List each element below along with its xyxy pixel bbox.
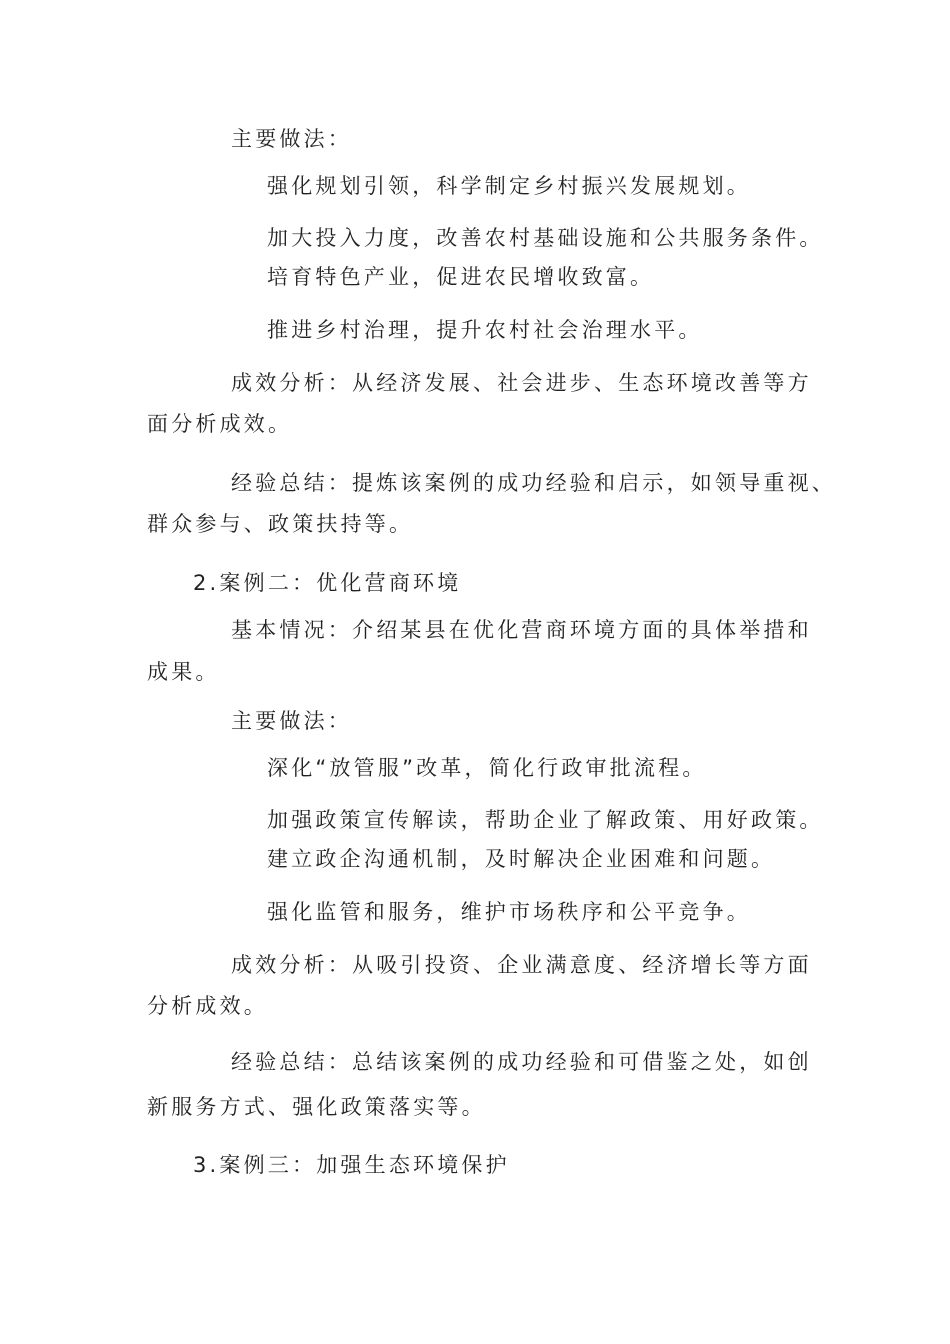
paragraph-experience-summary-cont: 群众参与、政策扶持等。: [147, 512, 414, 536]
paragraph-experience-summary-cont: 新服务方式、强化政策落实等。: [147, 1095, 486, 1119]
paragraph-basic-info: 基本情况：介绍某县在优化营商环境方面的具体举措和: [231, 618, 812, 642]
practice-item: 加强政策宣传解读，帮助企业了解政策、用好政策。: [267, 808, 824, 832]
practice-item: 深化“放管服”改革，简化行政审批流程。: [267, 756, 707, 780]
section-label-main-practices: 主要做法：: [231, 127, 352, 151]
paragraph-effect-analysis: 成效分析：从吸引投资、企业满意度、经济增长等方面: [231, 953, 812, 977]
paragraph-effect-analysis-cont: 面分析成效。: [147, 412, 293, 436]
practice-item: 建立政企沟通机制，及时解决企业困难和问题。: [267, 847, 776, 871]
practice-item: 强化监管和服务，维护市场秩序和公平竞争。: [267, 900, 751, 924]
practice-item: 培育特色产业，促进农民增收致富。: [267, 265, 655, 289]
paragraph-experience-summary: 经验总结：提炼该案例的成功经验和启示，如领导重视、: [231, 471, 836, 495]
practice-item: 加大投入力度，改善农村基础设施和公共服务条件。: [267, 226, 824, 250]
case-heading: 2.案例二：优化营商环境: [193, 571, 462, 595]
case-heading: 3.案例三：加强生态环境保护: [193, 1153, 510, 1177]
practice-item: 推进乡村治理，提升农村社会治理水平。: [267, 318, 703, 342]
paragraph-basic-info-cont: 成果。: [147, 660, 220, 684]
paragraph-effect-analysis: 成效分析：从经济发展、社会进步、生态环境改善等方: [231, 371, 812, 395]
practice-item: 强化规划引领，科学制定乡村振兴发展规划。: [267, 174, 751, 198]
paragraph-effect-analysis-cont: 分析成效。: [147, 994, 268, 1018]
paragraph-experience-summary: 经验总结：总结该案例的成功经验和可借鉴之处，如创: [231, 1050, 812, 1074]
section-label-main-practices: 主要做法：: [231, 709, 352, 733]
